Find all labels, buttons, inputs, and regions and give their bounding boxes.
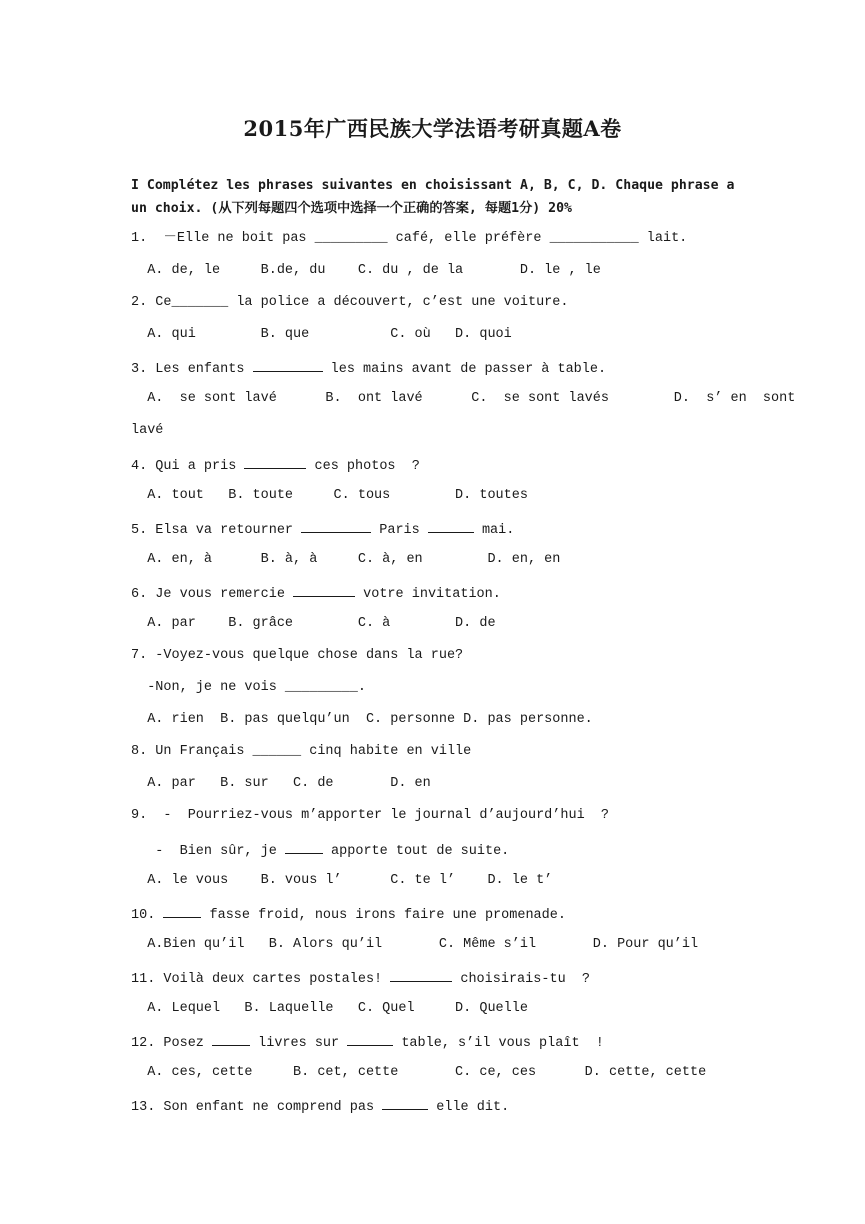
question-7-reply: -Non, je ne vois _________. — [131, 680, 366, 695]
question-5-text-b: Paris — [371, 523, 428, 538]
question-5 — [131, 519, 514, 540]
question-10-text-b: fasse froid, nous irons faire une promenade. — [201, 908, 566, 923]
question-13-text-b: elle dit. — [428, 1100, 510, 1115]
question-5-text-a: 5. Elsa va retourner — [131, 523, 302, 538]
question-13 — [131, 1096, 509, 1117]
page-title: 2015年广西民族大学法语考研真题A卷 — [243, 116, 622, 141]
answer-blank — [253, 358, 323, 372]
question-6-text-a: 6. Je vous remercie — [131, 587, 294, 602]
question-8: 8. Un Français ______ cinq habite en ville — [131, 744, 472, 759]
question-3-text-b: les mains avant de passer à table. — [322, 362, 607, 377]
question-10 — [131, 904, 566, 925]
question-10-options: A.Bien qu’il B. Alors qu’il C. Même s’il D. Pour qu’il — [131, 937, 699, 952]
answer-blank — [293, 583, 355, 597]
question-12 — [131, 1032, 604, 1053]
question-12-text-c: table, s’il vous plaît ! — [393, 1036, 604, 1051]
question-6-options: A. par B. grâce C. à D. de — [131, 616, 496, 631]
question-13-text-a: 13. Son enfant ne comprend pas — [131, 1100, 383, 1115]
question-4-options: A. tout B. toute C. tous D. toutes — [131, 488, 528, 503]
question-9: 9. - Pourriez-vous m’apporter le journal d’aujourd’hui ? — [131, 808, 609, 823]
question-4-text-b: ces photos ? — [306, 459, 420, 474]
question-2: 2. Ce_______ la police a découvert, c’est une voiture. — [131, 295, 569, 310]
question-8-options: A. par B. sur C. de D. en — [131, 776, 431, 791]
question-1-options: A. de, le B.de, du C. du , de la D. le , le — [131, 263, 601, 278]
question-11-options: A. Lequel B. Laquelle C. Quel D. Quelle — [131, 1001, 528, 1016]
question-4 — [131, 455, 420, 476]
question-2-options: A. qui B. que C. où D. quoi — [131, 327, 512, 342]
answer-blank — [382, 1096, 428, 1110]
question-6-text-b: votre invitation. — [355, 587, 501, 602]
question-9-reply-a: - Bien sûr, je — [131, 844, 285, 859]
question-11-text-b: choisirais-tu ? — [452, 972, 590, 987]
question-3-text-a: 3. Les enfants — [131, 362, 253, 377]
question-3-options-cont: lavé — [131, 423, 164, 438]
question-5-text-c: mai. — [473, 523, 515, 538]
question-7: 7. -Voyez-vous quelque chose dans la rue? — [131, 648, 464, 663]
answer-blank — [301, 519, 371, 533]
answer-blank — [163, 904, 201, 918]
question-6 — [131, 583, 501, 604]
question-7-options: A. rien B. pas quelqu’un C. personne D. pas personne. — [131, 712, 593, 727]
question-12-text-a: 12. Posez — [131, 1036, 213, 1051]
answer-blank — [347, 1032, 393, 1046]
question-9-options: A. le vous B. vous l’ C. te l’ D. le t’ — [131, 873, 553, 888]
question-4-text-a: 4. Qui a pris — [131, 459, 245, 474]
question-5-options: A. en, à B. à, à C. à, en D. en, en — [131, 552, 561, 567]
question-3 — [131, 358, 606, 379]
answer-blank — [244, 455, 306, 469]
question-1: 1. －Elle ne boit pas _________ café, elle préfère ___________ lait. — [131, 231, 688, 246]
question-10-text-a: 10. — [131, 908, 164, 923]
question-9-reply-b: apporte tout de suite. — [322, 844, 510, 859]
question-3-options: A. se sont lavé B. ont lavé C. se sont lavés D. s’ en sont — [131, 391, 796, 406]
answer-blank — [212, 1032, 250, 1046]
question-12-options: A. ces, cette B. cet, cette C. ce, ces D. cette, cette — [131, 1065, 707, 1080]
answer-blank — [428, 519, 474, 533]
question-9-reply — [131, 840, 509, 861]
answer-blank — [285, 840, 323, 854]
question-11-text-a: 11. Voilà deux cartes postales! — [131, 972, 391, 987]
answer-blank — [390, 968, 452, 982]
question-12-text-b: livres sur — [250, 1036, 348, 1051]
question-11 — [131, 968, 590, 989]
section-heading: I Complétez les phrases suivantes en choisissant A, B, C, D. Chaque phrase a un choix. (从下列每题四个选项中选择一个正确的答案, 每题1分) 20% — [131, 178, 735, 216]
